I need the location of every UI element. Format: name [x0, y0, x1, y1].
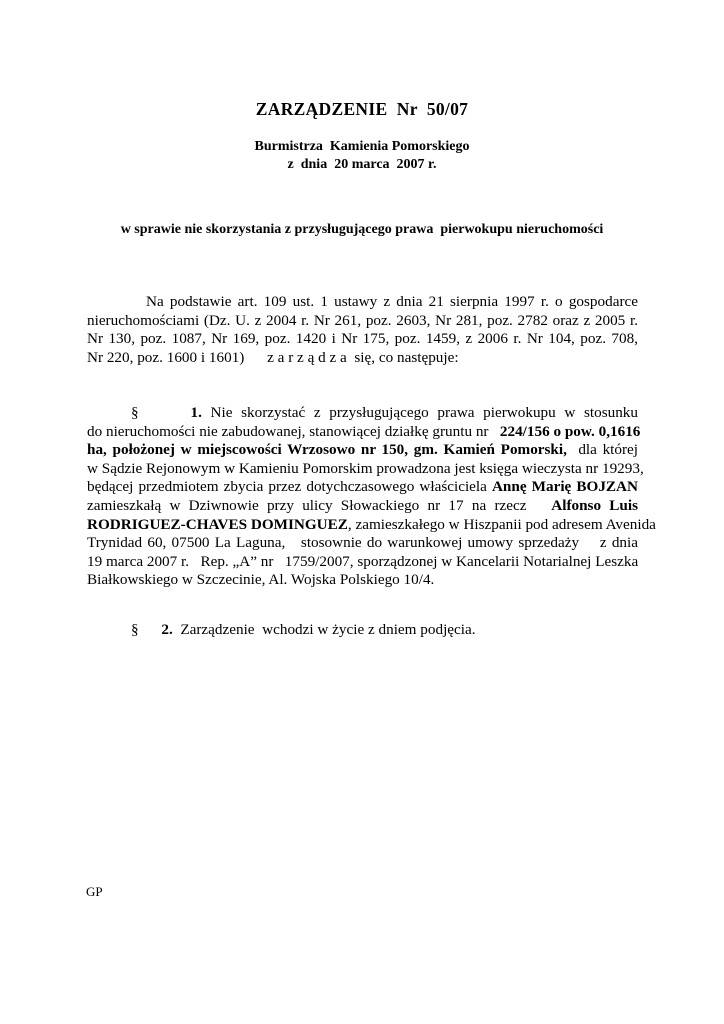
section-1-line: Białkowskiego w Szczecinie, Al. Wojska Polskiego 10/4. — [87, 571, 435, 589]
section-1-line — [87, 497, 638, 516]
basis-line: Na podstawie art. 109 ust. 1 ustawy z dnia 21 sierpnia 1997 r. o gospodarce — [146, 293, 638, 310]
section-1-line — [87, 422, 641, 442]
section-1-line — [87, 404, 638, 423]
section-1-line — [87, 478, 638, 497]
section-1-text: do nieruchomości nie zabudowanej, stanowiącej działkę gruntu nr — [87, 422, 489, 440]
basis-line: Nr 220, poz. 1600 i 1601) z a r z ą d z a się, co następuje: — [87, 348, 459, 366]
section-1-text: zamieszkałą w Dziwnowie przy ulicy Słowackiego nr 17 na rzecz — [87, 496, 527, 514]
section-2-text: Zarządzenie wchodzi w życie z dniem podjęcia. — [180, 621, 476, 638]
section-1-line — [87, 441, 638, 460]
section-2-paragraph — [131, 621, 476, 639]
subject-line: w sprawie nie skorzystania z przysługującego prawa pierwokupu nieruchomości — [120, 222, 604, 237]
section-1-line — [87, 515, 656, 535]
basis-line: nieruchomościami (Dz. U. z 2004 r. Nr 261, poz. 2603, Nr 281, poz. 2782 oraz z 2005 r. — [87, 311, 638, 329]
document-title: ZARZĄDZENIE Nr 50/07 — [255, 99, 469, 119]
section-1-line: w Sądzie Rejonowym w Kamieniu Pomorskim prowadzona jest księga wieczysta nr 19293, — [87, 459, 644, 477]
section-1-mark: § — [131, 404, 139, 421]
section-1-line: Trynidad 60, 07500 La Laguna, stosownie do warunkowej umowy sprzedaży z dnia — [87, 534, 638, 552]
buyer-surname: RODRIGUEZ-CHAVES DOMINGUEZ — [87, 515, 348, 533]
section-1-paragraph — [87, 404, 656, 590]
date-line: z dnia 20 marca 2007 r. — [287, 157, 437, 172]
section-1-text: Nie skorzystać z przysługującego prawa pierwokupu w stosunku — [210, 404, 638, 421]
footer-initials: GP — [86, 884, 103, 899]
section-2-number: 2. — [161, 621, 173, 638]
buyer-name: Alfonso Luis — [551, 496, 639, 514]
seller-name: Annę Marię BOJZAN — [491, 478, 638, 496]
section-1-text: będącej przedmiotem zbycia przez dotychczasowego właściciela — [87, 478, 487, 496]
legal-basis-paragraph — [87, 293, 638, 367]
section-1-number: 1. — [190, 404, 202, 421]
section-1-text: dla której — [578, 441, 638, 459]
section-1-line: 19 marca 2007 r. Rep. „A” nr 1759/2007, sporządzonej w Kancelarii Notarialnej Leszka — [87, 552, 639, 570]
property-location: ha, położonej w miejscowości Wrzosowo nr 150, gm. Kamień Pomorski, — [87, 441, 567, 459]
parcel-number: 224/156 o pow. 0,1616 — [499, 422, 641, 440]
section-1-text: , zamieszkałego w Hiszpanii pod adresem Avenida — [347, 515, 656, 533]
section-2-mark: § — [131, 621, 139, 638]
issuer-line: Burmistrza Kamienia Pomorskiego — [254, 139, 470, 154]
basis-line: Nr 130, poz. 1087, Nr 169, poz. 1420 i Nr 175, poz. 1459, z 2006 r. Nr 104, poz. 708, — [87, 330, 638, 348]
